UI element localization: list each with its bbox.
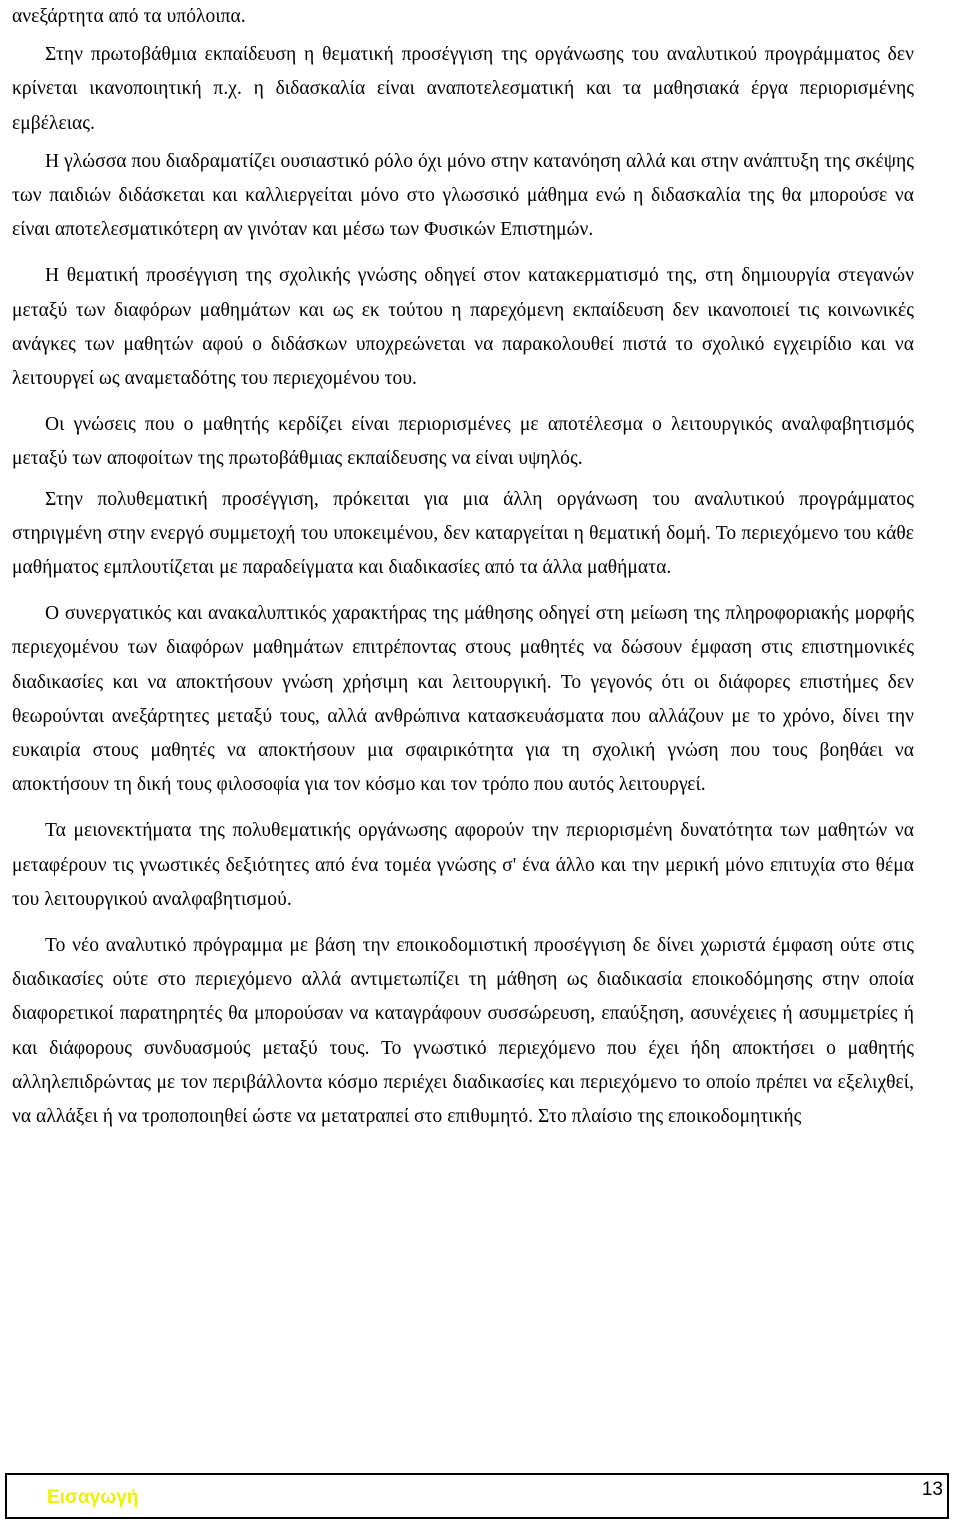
paragraph-multithematic: Στην πολυθεματική προσέγγιση, πρόκειται για μια άλλη οργάνωση του αναλυτικού προγράμματος στηριγμένη στην ενεργό συμμετοχή του υποκειμένου, δεν καταργείται η θεματική δομή. Το περιεχόμενο του κάθε μαθήματος εμπλουτίζεται με παραδείγματα και διαδικασίες από τα άλλα μαθήματα. <box>12 488 914 579</box>
page-footer <box>5 1473 949 1519</box>
paragraph-thematic-approach: Η θεματική προσέγγιση της σχολικής γνώσης οδηγεί στον κατακερματισμό της, στη δημιουργία στεγανών μεταξύ των διαφόρων μαθημάτων και ως εκ τούτου η παρεχόμενη εκπαίδευση δεν ικανοποιεί τις κοινωνικές ανάγκες των μαθητών αφού ο διδάσκων υποχρεώνεται να παρακολουθεί πιστά το σχολικό εγχειρίδιο και να λειτουργεί ως αναμεταδότης του περιεχομένου του. <box>12 265 914 390</box>
paragraph-cooperative-learning: Ο συνεργατικός και ανακαλυπτικός χαρακτήρας της μάθησης οδηγεί στη μείωση της πληροφοριακής μορφής περιεχομένου των διαφόρων μαθημάτων επιτρέποντας στους μαθητές να δώσουν έμφαση στις επιστημονικές διαδικασίες και να αποκτήσουν γνώση χρήσιμη και λειτουργική. Το γεγονός ότι οι διάφορες επιστήμες δεν θεωρούνται ανεξάρτητες μεταξύ τους, αλλά ανθρώπινα κατασκευάσματα που αλλάζουν με το χρόνο, δίνει την ευκαιρία στους μαθητές να αποκτήσουν μια σφαιρικότητα για τη σχολική γνώση που τους βοηθάει να αποκτήσουν τη δική τους φιλοσοφία για τον κόσμο και τον τρόπο που αυτός λειτουργεί. <box>12 603 914 796</box>
paragraph-language: Η γλώσσα που διαδραματίζει ουσιαστικό ρόλο όχι μόνο στην κατανόηση αλλά και στην ανάπτυξη της σκέψης των παιδιών διδάσκεται και καλλιεργείται μόνο στο γλωσσικό μάθημα ενώ η διδασκαλία της θα μπορούσε να είναι αποτελεσματικότερη αν γινόταν και μέσω των Φυσικών Επιστημών. <box>12 150 914 241</box>
paragraph-new-curriculum: Το νέο αναλυτικό πρόγραμμα με βάση την εποικοδομιστική προσέγγιση δε δίνει χωριστά έμφαση ούτε στις διαδικασίες ούτε στο περιεχόμενο αλλά αντιμετωπίζει τη μάθηση ως διαδικασία εποικοδόμησης στην οποία διαφορετικοί παρατηρητές θα μπορούσαν να καταγράφουν συσσώρευση, επαύξηση, ασυνέχειες ή ασυμμετρίες ή και διάφορους συνδυασμούς μεταξύ τους. Το γνωστικό περιεχόμενο που έχει ήδη αποκτήσει ο μαθητής αλληλεπιδρώντας με τον περιβάλλοντα κόσμο περιέχει διαδικασίες και περιεχόμενο το οποίο πρέπει να εξελιχθεί, να αλλάξει ή να τροποποιηθεί ώστε να μετατραπεί στο επιθυμητό. Στο πλαίσιο της εποικοδομητικής <box>12 935 914 1128</box>
paragraph-disadvantages: Τα μειονεκτήματα της πολυθεματικής οργάνωσης αφορούν την περιορισμένη δυνατότητα των μαθητών να μεταφέρουν τις γνωστικές δεξιότητες από ένα τομέα γνώσης σ' ένα άλλο και την μερική μόνο επιτυχία στο θέμα του λειτουργικού αναλφαβητισμού. <box>12 820 914 910</box>
footer-section-label: Εισαγωγή <box>47 1487 139 1508</box>
paragraph-continuation: ανεξάρτητα από τα υπόλοιπα. <box>12 6 246 27</box>
document-body <box>12 0 914 1146</box>
paragraph-primary-education: Στην πρωτοβάθμια εκπαίδευση η θεματική προσέγγιση της οργάνωσης του αναλυτικού προγράμματος δεν κρίνεται ικανοποιητική π.χ. η διδασκαλία είναι αναποτελεσματική και τα μαθησιακά έργα περιορισμένης εμβέλειας. <box>12 44 914 134</box>
paragraph-knowledge-limits: Οι γνώσεις που ο μαθητής κερδίζει είναι περιορισμένες με αποτέλεσμα ο λειτουργικός αναλφαβητισμός μεταξύ των αποφοίτων της πρωτοβάθμιας εκπαίδευσης να είναι υψηλός. <box>12 414 914 470</box>
page-number: 13 <box>921 1479 943 1500</box>
